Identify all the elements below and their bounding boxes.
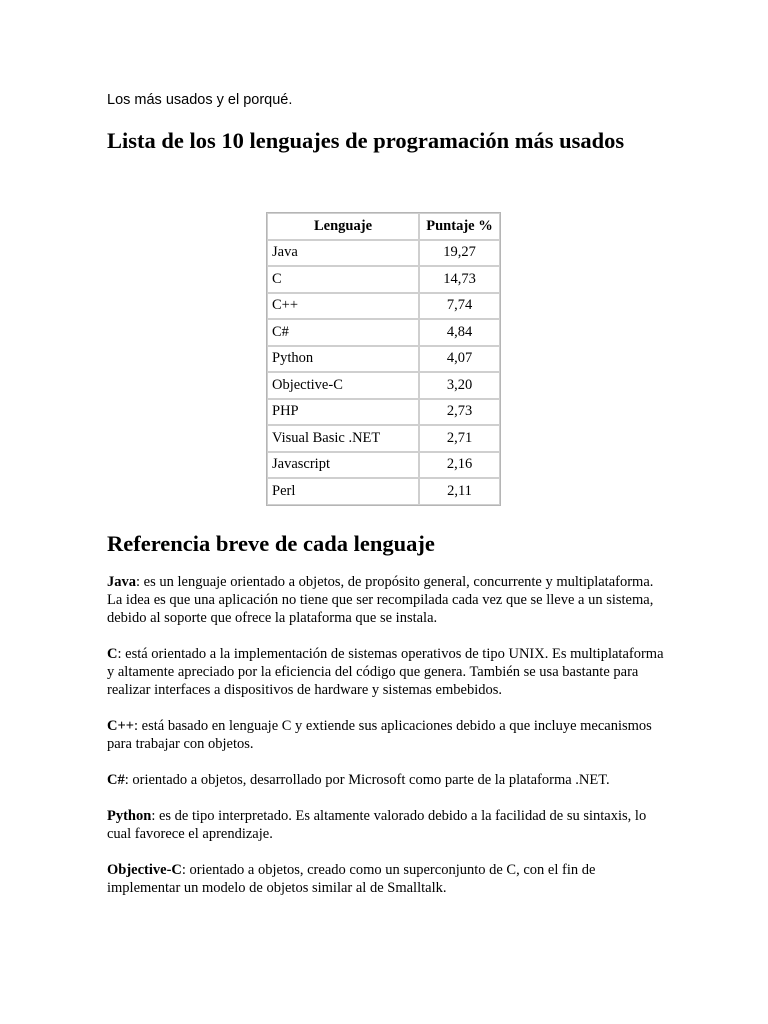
reference-term: C++ xyxy=(107,718,134,734)
reference-paragraph-csharp xyxy=(107,771,667,789)
column-header-score: Puntaje % xyxy=(419,213,500,240)
score-cell: 7,74 xyxy=(419,293,500,320)
table-row xyxy=(267,478,500,505)
language-cell: Python xyxy=(267,346,419,373)
list-heading: Lista de los 10 lenguajes de programación más usados xyxy=(107,128,625,153)
language-cell: Objective-C xyxy=(267,372,419,399)
language-cell: PHP xyxy=(267,399,419,426)
language-cell: C++ xyxy=(267,293,419,320)
language-cell: Perl xyxy=(267,478,419,505)
score-cell: 2,16 xyxy=(419,452,500,479)
reference-paragraph-python xyxy=(107,807,667,843)
table-row xyxy=(267,425,500,452)
score-cell: 19,27 xyxy=(419,240,500,267)
table-row xyxy=(267,372,500,399)
intro-text: Los más usados y el porqué. xyxy=(107,92,293,108)
languages-table xyxy=(266,212,501,506)
table-header-row xyxy=(267,213,500,240)
references-heading: Referencia breve de cada lenguaje xyxy=(107,531,435,556)
reference-term: Objective-C xyxy=(107,862,182,878)
score-cell: 4,84 xyxy=(419,319,500,346)
table-row xyxy=(267,452,500,479)
reference-term: Java xyxy=(107,574,136,590)
reference-term: C# xyxy=(107,772,125,788)
reference-description: : es un lenguaje orientado a objetos, de propósito general, concurrente y multiplataforma. La idea es que una aplicación no tiene que ser recompilada cada vez que se lleve a un sistema, debido al soporte que ofrece la plataforma que se instala. xyxy=(107,574,654,626)
score-cell: 4,07 xyxy=(419,346,500,373)
language-cell: Javascript xyxy=(267,452,419,479)
table-row xyxy=(267,319,500,346)
score-cell: 2,71 xyxy=(419,425,500,452)
reference-description: : orientado a objetos, creado como un superconjunto de C, con el fin de implementar un modelo de objetos similar al de Smalltalk. xyxy=(107,862,596,896)
score-cell: 2,11 xyxy=(419,478,500,505)
reference-description: : orientado a objetos, desarrollado por Microsoft como parte de la plataforma .NET. xyxy=(124,772,610,788)
language-cell: C# xyxy=(267,319,419,346)
column-header-language: Lenguaje xyxy=(267,213,419,240)
reference-term: C xyxy=(107,646,118,662)
score-cell: 14,73 xyxy=(419,266,500,293)
reference-paragraph-cpp xyxy=(107,717,667,753)
reference-term: Python xyxy=(107,808,152,824)
language-cell: Visual Basic .NET xyxy=(267,425,419,452)
reference-paragraph-java xyxy=(107,573,667,627)
score-cell: 3,20 xyxy=(419,372,500,399)
table-row xyxy=(267,266,500,293)
table-row xyxy=(267,240,500,267)
score-cell: 2,73 xyxy=(419,399,500,426)
reference-paragraph-c xyxy=(107,645,667,699)
language-cell: Java xyxy=(267,240,419,267)
references-section xyxy=(107,573,667,915)
table-row xyxy=(267,346,500,373)
reference-description: : está orientado a la implementación de sistemas operativos de tipo UNIX. Es multiplataforma y altamente apreciado por la eficiencia del código que genera. También se usa bastante para realizar interfaces a dispositivos de hardware y sistemas embebidos. xyxy=(107,646,664,698)
reference-description: : es de tipo interpretado. Es altamente valorado debido a la facilidad de su sintaxis, lo cual favorece el aprendizaje. xyxy=(107,808,647,842)
language-cell: C xyxy=(267,266,419,293)
reference-description: : está basado en lenguaje C y extiende sus aplicaciones debido a que incluye mecanismos para trabajar con objetos. xyxy=(107,718,652,752)
reference-paragraph-objective-c xyxy=(107,861,667,897)
table-row xyxy=(267,399,500,426)
table-row xyxy=(267,293,500,320)
